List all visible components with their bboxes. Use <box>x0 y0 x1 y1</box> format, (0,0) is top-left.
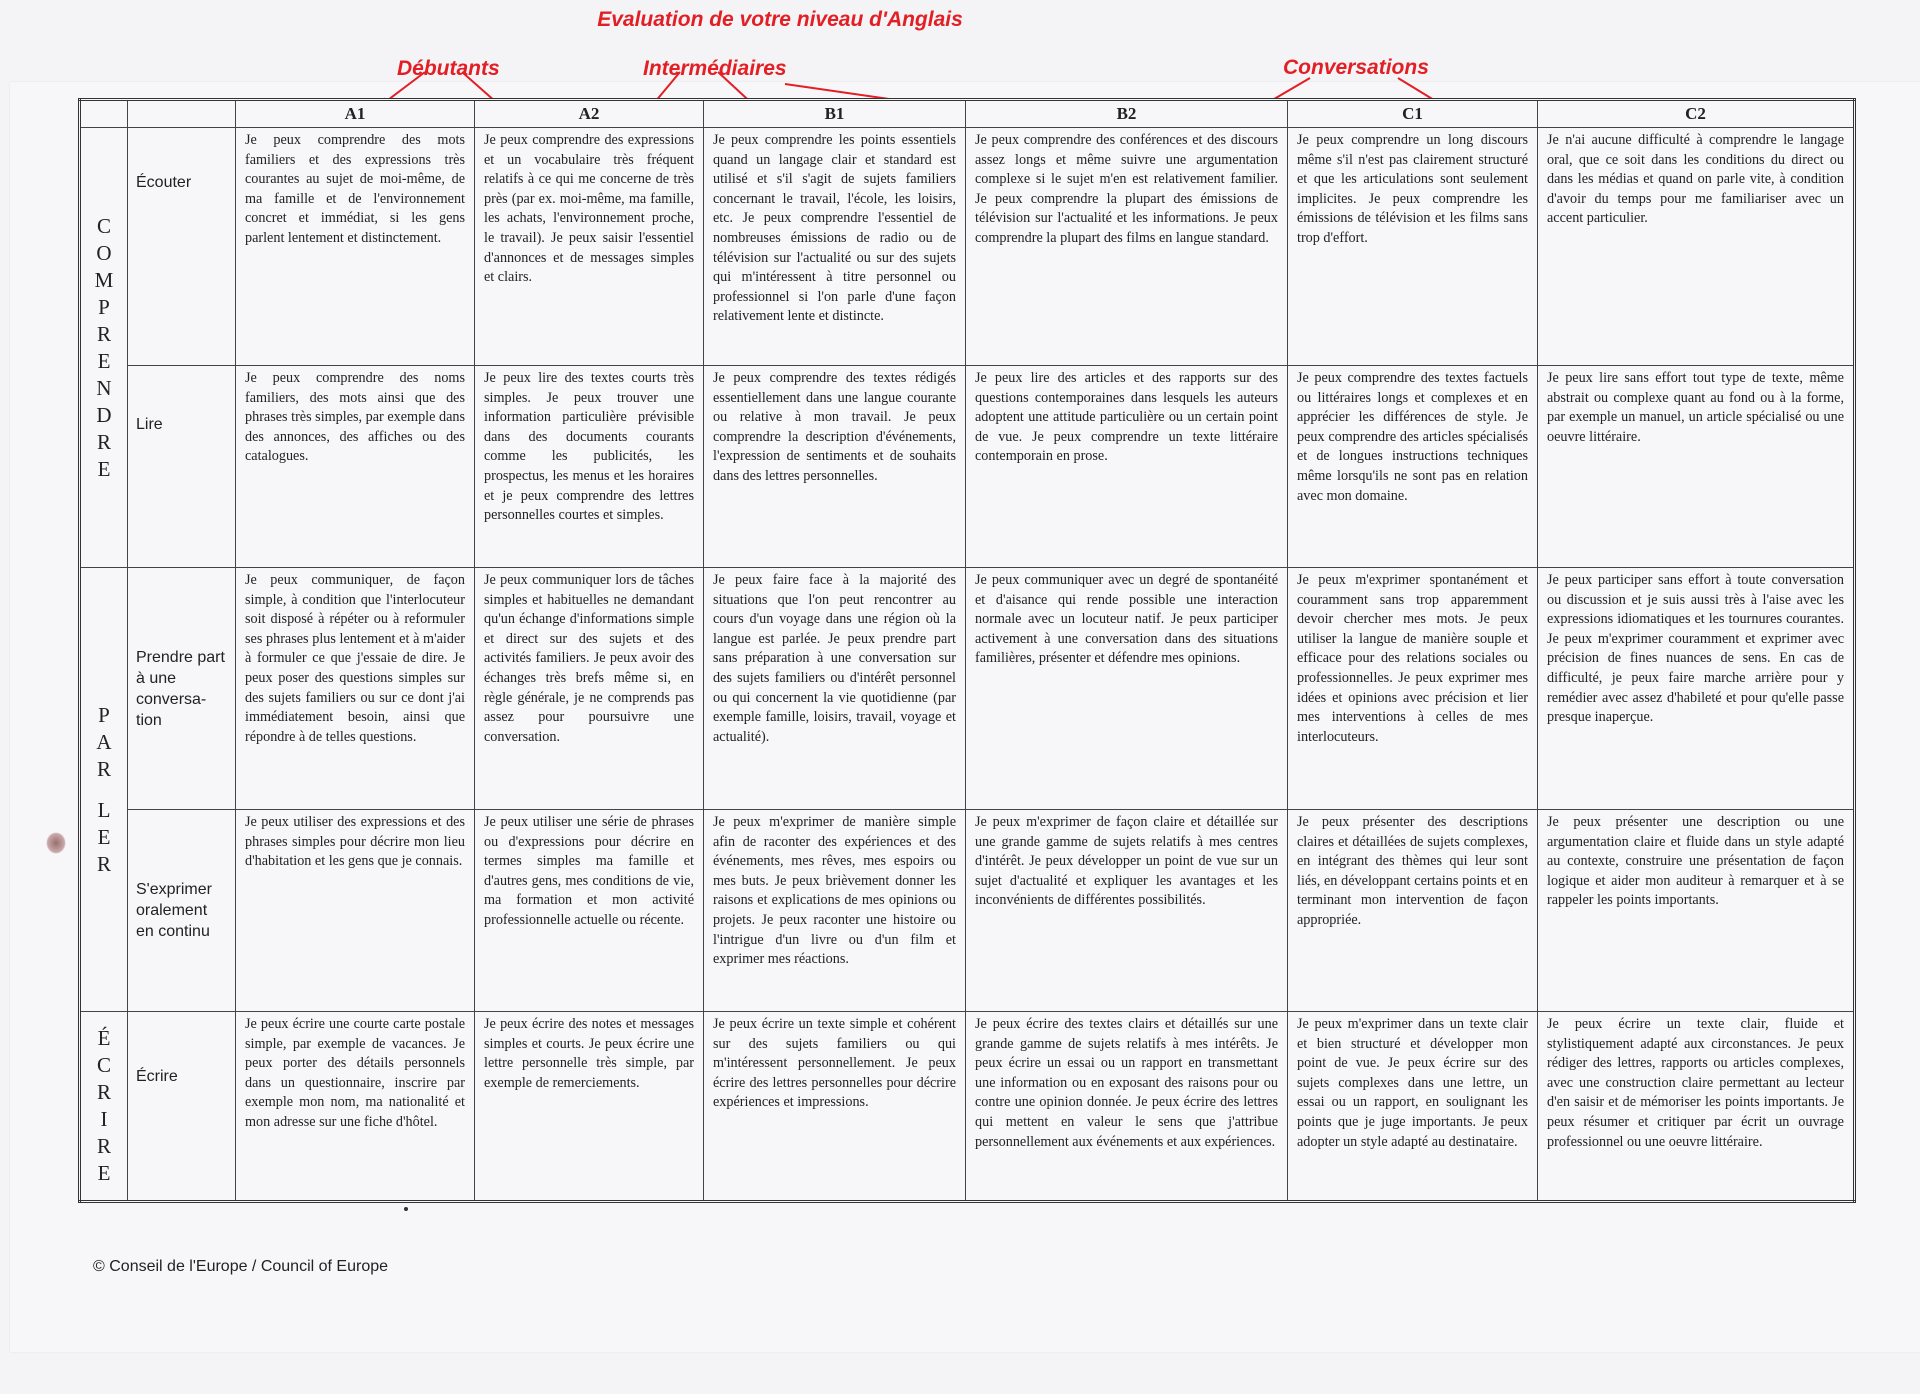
cell-ecrire-a1: Je peux écrire une courte carte postale simple, par exemple de vacances. Je peux porter des détails personnels dans un questionnaire, inscrire par exemple mon nom, ma nationalité et mon adresse sur une fiche d'hôtel. <box>236 1012 475 1202</box>
label-intermediate: Intermédiaires <box>643 57 787 80</box>
table-row <box>80 810 1855 1012</box>
cell-conversation-c1: Je peux m'exprimer spontanément et couramment sans trop apparemment devoir chercher mes mots. Je peux utiliser la langue de manière souple et efficace pour des relations sociales ou professionnelles. Je peux exprimer mes idées et opinions avec précision et lier mes interventions à celles de mes interlocuteurs. <box>1288 568 1538 810</box>
copyright-footer: © Conseil de l'Europe / Council of Europe <box>93 1258 389 1275</box>
cell-conversation-a2: Je peux communiquer lors de tâches simples et habituelles ne demandant qu'un échange d'informations simple et direct sur des sujets et des activités familiers. Je peux avoir des échanges très brefs même si, en règle générale, je ne comprends pas assez pour poursuivre une conversation. <box>475 568 704 810</box>
skill-prendre-part: Prendre part à une conversa-tion <box>128 568 236 810</box>
cell-lire-c1: Je peux comprendre des textes factuels ou littéraires longs et complexes et en apprécier les différences de style. Je peux comprendre des articles spécialisés et de longues instructions techniques même lorsqu'ils ne sont pas en relation avec mon domaine. <box>1288 366 1538 568</box>
cell-ecouter-b2: Je peux comprendre des conférences et des discours assez longs et même suivre une argumentation complexe si le sujet m'en est relativement familier. Je peux comprendre la plupart des émissions de télévision sur l'actualité et les informations. Je peux comprendre la plupart des films en langue standard. <box>966 128 1288 366</box>
cell-lire-a2: Je peux lire des textes courts très simples. Je peux trouver une information particulière prévisible dans des documents courants comme les publicités, les prospectus, les menus et les horaires et je peux comprendre des lettres personnelles courtes et simples. <box>475 366 704 568</box>
page-title: Evaluation de votre niveau d'Anglais <box>597 8 963 31</box>
cell-ecouter-c1: Je peux comprendre un long discours même s'il n'est pas clairement structuré et que les articulations sont seulement implicites. Je peux comprendre les émissions de télévision et les films sans trop d'effort. <box>1288 128 1538 366</box>
cell-continu-a2: Je peux utiliser une série de phrases ou d'expressions pour décrire en termes simples ma famille et d'autres gens, mes conditions de vie, ma formation et mon activité professionnelle actuelle ou récente. <box>475 810 704 1012</box>
cell-ecrire-b1: Je peux écrire un texte simple et cohérent sur des sujets familiers ou qui m'intéressent personnellement. Je peux écrire des lettres personnelles pour décrire expériences et impressions. <box>704 1012 966 1202</box>
cell-lire-c2: Je peux lire sans effort tout type de texte, même abstrait ou complexe quant au fond ou à la forme, par exemple un manuel, un article spécialisé ou une oeuvre littéraire. <box>1538 366 1855 568</box>
label-beginners: Débutants <box>397 57 500 80</box>
ink-dot <box>404 1207 408 1211</box>
header-blank <box>128 100 236 128</box>
cell-conversation-b2: Je peux communiquer avec un degré de spontanéité et d'aisance qui rende possible une interaction normale avec un locuteur natif. Je peux participer activement à une conversation dans des situations familières, présenter et défendre mes opinions. <box>966 568 1288 810</box>
col-header-c2: C2 <box>1538 100 1855 128</box>
skill-ecrire: Écrire <box>128 1012 236 1202</box>
group-ecrire: É C R I R E <box>80 1012 128 1202</box>
cell-ecouter-c2: Je n'ai aucune difficulté à comprendre le langage oral, que ce soit dans les conditions du direct ou dans les médias et quand on parle vite, à condition d'avoir du temps pour me familiariser avec un accent particulier. <box>1538 128 1855 366</box>
col-header-b2: B2 <box>966 100 1288 128</box>
header-row <box>80 100 1855 128</box>
group-comprendre: C O M P R E N D R E <box>80 128 128 568</box>
cell-ecouter-a2: Je peux comprendre des expressions et un vocabulaire très fréquent relatifs à ce qui me concerne de très près (par ex. moi-même, ma famille, les achats, l'environnement proche, le travail). Je peux saisir l'essentiel d'annonces et de messages simples et clairs. <box>475 128 704 366</box>
cell-ecrire-b2: Je peux écrire des textes clairs et détaillés sur une grande gamme de sujets relatifs à mes intérêts. Je peux écrire un essai ou un rapport en transmettant une information ou en exposant des raisons pour ou contre une opinion donnée. Je peux écrire des lettres qui mettent en valeur le sens que j'attribue personnellement aux événements et aux expériences. <box>966 1012 1288 1202</box>
group-parler: P A R L E R <box>80 568 128 1012</box>
cell-lire-b1: Je peux comprendre des textes rédigés essentiellement dans une langue courante ou relative à mon travail. Je peux comprendre la description d'événements, l'expression de sentiments et de souhaits dans des lettres personnelles. <box>704 366 966 568</box>
col-header-b1: B1 <box>704 100 966 128</box>
col-header-a1: A1 <box>236 100 475 128</box>
col-header-c1: C1 <box>1288 100 1538 128</box>
table-row <box>80 128 1855 366</box>
cell-conversation-b1: Je peux faire face à la majorité des situations que l'on peut rencontrer au cours d'un voyage dans une région où la langue est parlée. Je peux prendre part sans préparation à une conversation sur des sujets familiers ou d'intérêt personnel ou qui concernent la vie quotidienne (par exemple famille, loisirs, travail, voyage et actualité). <box>704 568 966 810</box>
cell-lire-b2: Je peux lire des articles et des rapports sur des questions contemporaines dans lesquels les auteurs adoptent une attitude particulière ou un certain point de vue. Je peux comprendre un texte littéraire contemporain en prose. <box>966 366 1288 568</box>
table-row <box>80 568 1855 810</box>
label-conversations: Conversations <box>1283 56 1429 79</box>
cell-continu-b1: Je peux m'exprimer de manière simple afin de raconter des expériences et des événements, mes rêves, mes espoirs ou mes buts. Je peux brièvement donner les raisons et explications de mes opinions ou projets. Je peux raconter une histoire ou l'intrigue d'un livre ou d'un film et exprimer mes réactions. <box>704 810 966 1012</box>
table-row <box>80 366 1855 568</box>
skill-sexprimer: S'exprimer oralement en continu <box>128 810 236 1012</box>
table-row <box>80 1012 1855 1202</box>
cell-ecouter-b1: Je peux comprendre les points essentiels quand un langage clair et standard est utilisé et s'il s'agit de sujets familiers concernant le travail, l'école, les loisirs, etc. Je peux comprendre l'essentiel de nombreuses émissions de radio ou de télévision sur l'actualité ou sur des sujets qui m'intéressent à titre personnel ou professionnel si l'on parle d'une façon relativement lente et distincte. <box>704 128 966 366</box>
cell-continu-c2: Je peux présenter une description ou une argumentation claire et fluide dans un style adapté au contexte, construire une présentation de façon logique et aider mon auditeur à remarquer et à se rappeler les points importants. <box>1538 810 1855 1012</box>
header-blank <box>80 100 128 128</box>
cefr-grid <box>78 98 1856 1203</box>
cell-conversation-a1: Je peux communiquer, de façon simple, à condition que l'interlocuteur soit disposé à répéter ou à reformuler ses phrases plus lentement et à m'aider à formuler ce que j'essaie de dire. Je peux poser des questions simples sur des sujets familiers ou sur ce dont j'ai immédiatement besoin, ainsi que répondre à de telles questions. <box>236 568 475 810</box>
skill-ecouter: Écouter <box>128 128 236 366</box>
cell-ecrire-c1: Je peux m'exprimer dans un texte clair et bien structuré et développer mon point de vue. Je peux écrire sur des sujets complexes dans une lettre, un essai ou un rapport, en soulignant les points que je juge importants. Je peux adopter un style adapté au destinataire. <box>1288 1012 1538 1202</box>
cell-ecouter-a1: Je peux comprendre des mots familiers et des expressions très courantes au sujet de moi-même, de ma famille et de l'environnement concret et immédiat, si les gens parlent lentement et distinctement. <box>236 128 475 366</box>
cell-ecrire-a2: Je peux écrire des notes et messages simples et courts. Je peux écrire une lettre personnelle très simple, par exemple de remerciements. <box>475 1012 704 1202</box>
cell-continu-c1: Je peux présenter des descriptions claires et détaillées de sujets complexes, en intégrant des thèmes qui leur sont liés, en développant certains points et en terminant mon intervention de façon appropriée. <box>1288 810 1538 1012</box>
cell-lire-a1: Je peux comprendre des noms familiers, des mots ainsi que des phrases très simples, par exemple dans des annonces, des affiches ou des catalogues. <box>236 366 475 568</box>
cell-continu-a1: Je peux utiliser des expressions et des phrases simples pour décrire mon lieu d'habitation et les gens que je connais. <box>236 810 475 1012</box>
skill-lire: Lire <box>128 366 236 568</box>
cell-continu-b2: Je peux m'exprimer de façon claire et détaillée sur une grande gamme de sujets relatifs à mes centres d'intérêt. Je peux développer un point de vue sur un sujet d'actualité et expliquer les avantages et les inconvénients de différentes possibilités. <box>966 810 1288 1012</box>
cell-conversation-c2: Je peux participer sans effort à toute conversation ou discussion et je suis aussi très à l'aise avec les expressions idiomatiques et les tournures courantes. Je peux m'exprimer couramment et exprimer avec précision de fines nuances de sens. En cas de difficulté, je peux faire marche arrière pour y remédier avec assez d'habileté et pour qu'elle passe presque inaperçue. <box>1538 568 1855 810</box>
cell-ecrire-c2: Je peux écrire un texte clair, fluide et stylistiquement adapté aux circonstances. Je peux rédiger des lettres, rapports ou articles complexes, avec une construction claire permettant au lecteur d'en saisir et de mémoriser les points importants. Je peux résumer et critiquer par écrit un ouvrage professionnel ou une oeuvre littéraire. <box>1538 1012 1855 1202</box>
ink-stain <box>46 832 66 854</box>
col-header-a2: A2 <box>475 100 704 128</box>
